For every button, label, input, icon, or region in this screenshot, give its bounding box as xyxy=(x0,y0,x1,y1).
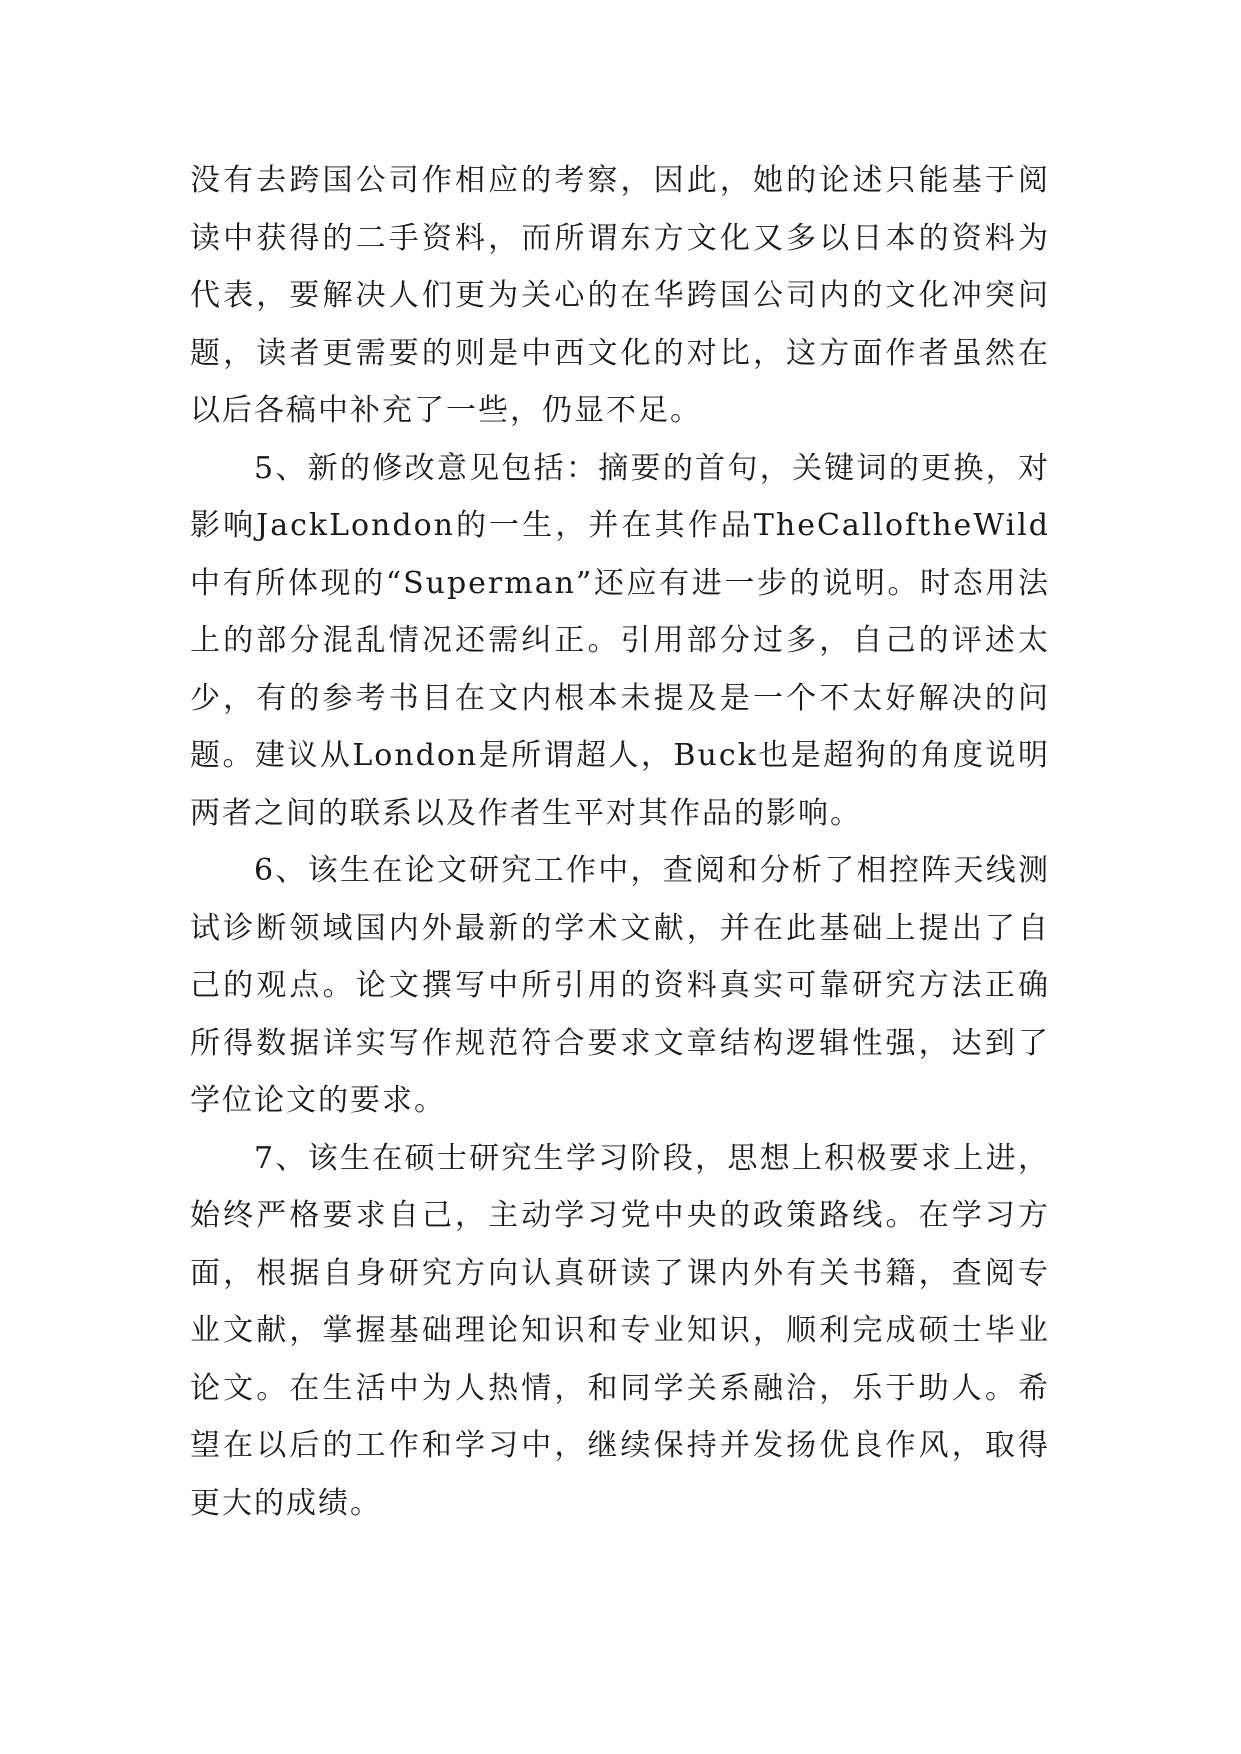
document-body xyxy=(190,152,1050,1532)
paragraph-item-6: 6、该生在论文研究工作中，查阅和分析了相控阵天线测试诊断领域国内外最新的学术文献，并在此基础上提出了自己的观点。论文撰写中所引用的资料真实可靠研究方法正确所得数据详实写作规范符合要求文章结构逻辑性强，达到了学位论文的要求。 xyxy=(190,853,1050,1118)
paragraph-item-5: 5、新的修改意见包括：摘要的首句，关键词的更换，对影响JackLondon的一生，并在其作品TheCalloftheWild中有所体现的“Superman”还应有进一步的说明。时态用法上的部分混乱情况还需纠正。引用部分过多，自己的评述太少，有的参考书目在文内根本未提及是一个不太好解决的问题。建议从London是所谓超人，Buck也是超狗的角度说明两者之间的联系以及作者生平对其作品的影响。 xyxy=(190,450,1050,831)
paragraph-item-7: 7、该生在硕士研究生学习阶段，思想上积极要求上进，始终严格要求自己，主动学习党中央的政策路线。在学习方面，根据自身研究方向认真研读了课内外有关书籍，查阅专业文献，掌握基础理论知识和专业知识，顺利完成硕士毕业论文。在生活中为人热情，和同学关系融洽，乐于助人。希望在以后的工作和学习中，继续保持并发扬优良作风，取得更大的成绩。 xyxy=(190,1140,1050,1521)
paragraph-continuation: 没有去跨国公司作相应的考察，因此，她的论述只能基于阅读中获得的二手资料，而所谓东方文化又多以日本的资料为代表，要解决人们更为关心的在华跨国公司内的文化冲突问题，读者更需要的则是中西文化的对比，这方面作者虽然在以后各稿中补充了一些，仍显不足。 xyxy=(190,163,1050,428)
